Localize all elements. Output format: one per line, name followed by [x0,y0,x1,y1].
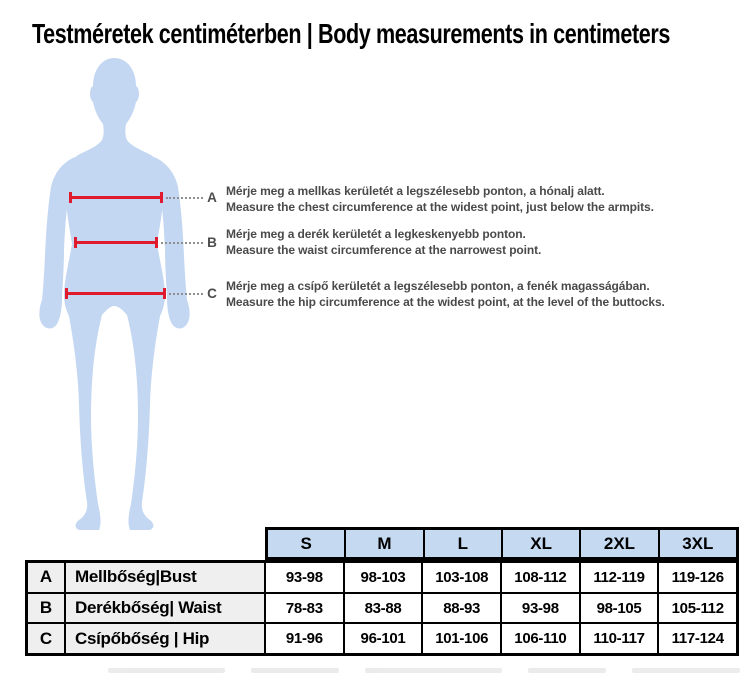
size-col-l: L [423,530,501,557]
hip-s: 91-96 [266,624,345,653]
row-letter: C [28,624,66,653]
size-col-s: S [300,533,312,553]
hip-2xl: 110-117 [581,624,660,653]
hip-3xl: 117-124 [671,630,724,648]
table-row-bust [28,563,736,592]
measure-text-b [226,227,731,258]
measure-text-a-hu: Mérje meg a mellkas kerületét a legszélesebb ponton, a hónalj alatt. [226,184,605,198]
row-letter: A [28,563,66,592]
row-label: Mellbőség|Bust [66,563,266,592]
bust-m: 98-103 [345,563,424,592]
measure-text-a [226,184,731,215]
row-label: Derékbőség| Waist [66,594,266,623]
size-col-3xl: 3XL [658,530,736,557]
row-letter: B [28,594,66,623]
waist-s: 78-83 [266,594,345,623]
page-title: Testméretek centiméterben | Body measurements in centimeters [32,18,670,49]
measure-letter-b: B [207,235,217,250]
measure-text-b-hu: Mérje meg a derék kerületét a legkeskenyebb ponton. [226,227,526,241]
red-line [68,292,163,295]
hip-m: 96-101 [345,624,424,653]
chest-measure-line [69,192,163,203]
bust-s: 93-98 [266,563,345,592]
measure-text-a-en: Measure the chest circumference at the widest point, just below the armpits. [226,199,654,214]
table-row-waist [28,592,736,623]
waist-3xl: 105-112 [671,599,724,617]
bust-3xl: 119-126 [671,568,724,586]
size-table-body [25,560,739,656]
size-col-m: M [344,530,422,557]
hip-xl: 106-110 [502,624,581,653]
bust-xl: 108-112 [502,563,581,592]
measure-text-c-hu: Mérje meg a csípő kerületét a legszélesebb ponton, a fenék magasságában. [226,279,650,293]
tick-right [155,237,158,248]
waist-measure-line [74,237,158,248]
hip-l: 101-106 [423,624,502,653]
measure-text-b-en: Measure the waist circumference at the narrowest point. [226,242,542,257]
waist-m: 83-88 [345,594,424,623]
waist-xl: 93-98 [502,594,581,623]
size-col-xl: XL [501,530,579,557]
tick-right [163,288,166,299]
measure-letter-a: A [207,190,217,205]
measure-letter-c: C [207,286,217,301]
waist-l: 88-93 [423,594,502,623]
dotted-connector-c [169,293,203,295]
waist-2xl: 98-105 [581,594,660,623]
tick-right [160,192,163,203]
cropped-bottom-element [108,668,740,673]
measure-text-c [226,279,731,310]
size-table-header [265,527,739,560]
dotted-connector-b [161,242,203,244]
table-row-hip [28,622,736,653]
row-label: Csípőbőség | Hip [66,624,266,653]
measure-text-c-en: Measure the hip circumference at the widest point, at the level of the buttocks. [226,294,665,309]
red-line [72,196,160,199]
size-col-2xl: 2XL [579,530,657,557]
bust-l: 103-108 [423,563,502,592]
dotted-connector-a [166,197,203,199]
bust-2xl: 112-119 [581,563,660,592]
red-line [77,241,155,244]
hip-measure-line [65,288,166,299]
